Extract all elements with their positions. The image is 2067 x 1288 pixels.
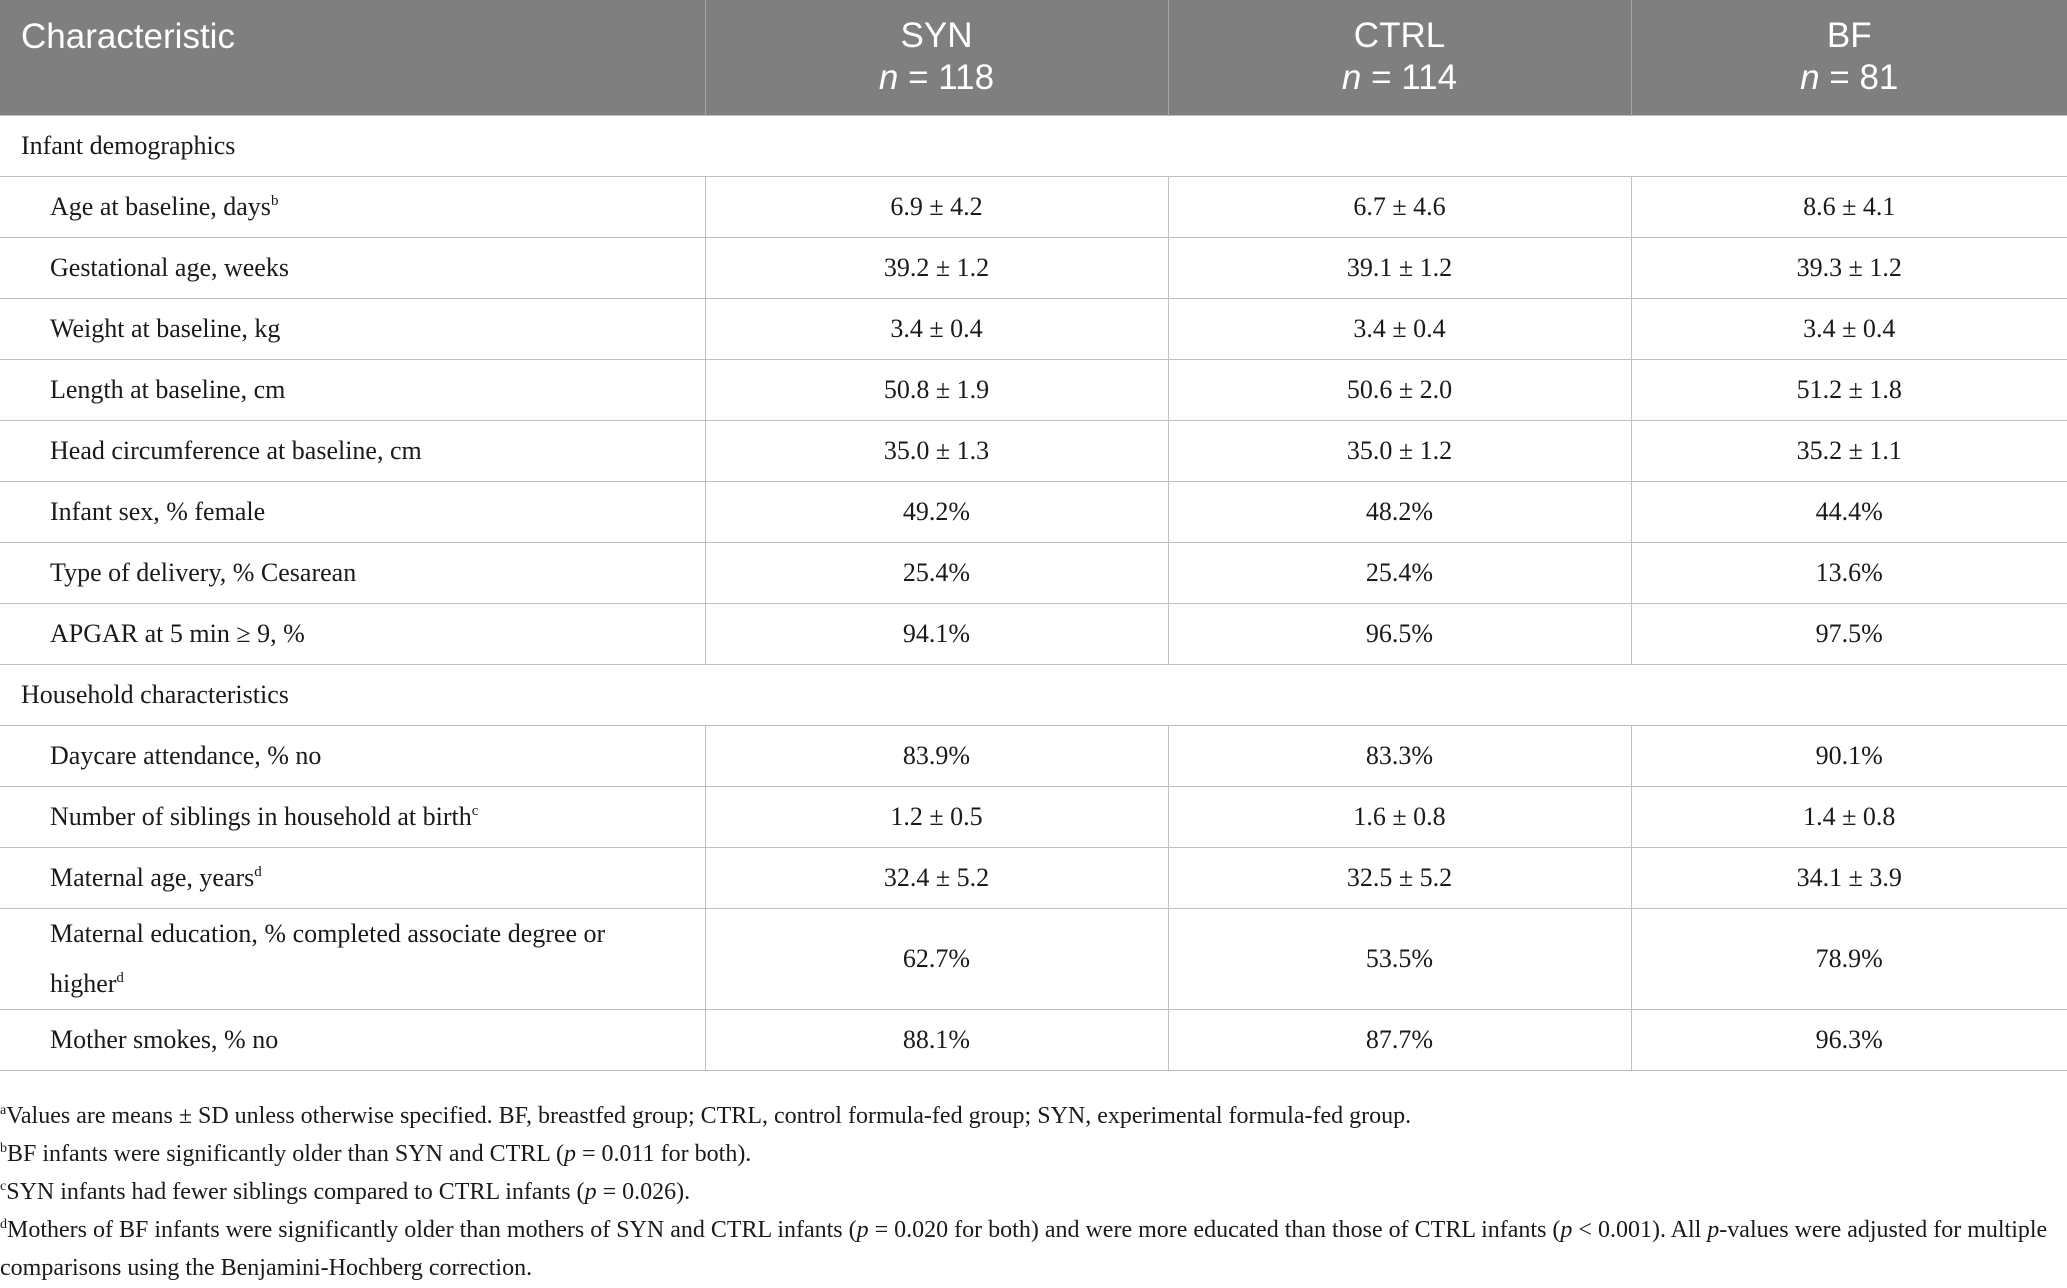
value-bf: 1.4 ± 0.8 — [1631, 786, 2067, 847]
row-label: Gestational age, weeks — [0, 237, 705, 298]
value-syn: 39.2 ± 1.2 — [705, 237, 1168, 298]
group-n — [1169, 57, 1631, 99]
value-ctrl: 87.7% — [1168, 1009, 1631, 1070]
row-label: Maternal education, % completed associate degree or higher$^d$ — [0, 908, 705, 1009]
footnote-mark: b — [270, 192, 279, 209]
value-bf: 39.3 ± 1.2 — [1631, 237, 2067, 298]
group-n-value: = 118 — [908, 58, 995, 98]
value-syn: 49.2% — [705, 481, 1168, 542]
footnote-mark: d — [116, 969, 124, 986]
table-footnotes — [0, 1097, 2050, 1287]
row-label: Length at baseline, cm — [0, 359, 705, 420]
header-group-bf — [1631, 0, 2067, 115]
footnote-c: $^c$SYN infants had fewer siblings compared to CTRL infants (p = 0.026). — [0, 1179, 691, 1205]
group-name: BF — [1826, 16, 1872, 56]
footnote-text: Values are means ± SD unless otherwise specified. BF, breastfed group; CTRL, control formula-fed group; SYN, experimental formula-fed group. — [6, 1103, 1412, 1129]
row-label: Mother smokes, % no — [0, 1009, 705, 1070]
table-row — [0, 786, 2067, 847]
value-syn: 6.9 ± 4.2 — [705, 176, 1168, 237]
group-name: CTRL — [1353, 16, 1446, 56]
table-row — [0, 908, 2067, 1009]
table-row — [0, 847, 2067, 908]
table-row — [0, 1009, 2067, 1070]
group-n-label: n — [1341, 58, 1362, 98]
table-row — [0, 542, 2067, 603]
value-syn: 1.2 ± 0.5 — [705, 786, 1168, 847]
value-ctrl: 6.7 ± 4.6 — [1168, 176, 1631, 237]
footnote-mark: d — [0, 1217, 7, 1232]
value-syn: 62.7% — [705, 908, 1168, 1009]
section-title: Household characteristics — [0, 664, 2067, 725]
value-bf: 34.1 ± 3.9 — [1631, 847, 2067, 908]
value-ctrl: 96.5% — [1168, 603, 1631, 664]
value-bf: 51.2 ± 1.8 — [1631, 359, 2067, 420]
header-group-ctrl — [1168, 0, 1631, 115]
value-bf: 3.4 ± 0.4 — [1631, 298, 2067, 359]
value-syn: 94.1% — [705, 603, 1168, 664]
value-ctrl: 83.3% — [1168, 725, 1631, 786]
value-ctrl: 1.6 ± 0.8 — [1168, 786, 1631, 847]
footnote-mark: d — [254, 863, 262, 880]
footnote-a — [0, 1097, 2050, 1135]
footnote-mark: c — [471, 802, 479, 819]
value-syn: 25.4% — [705, 542, 1168, 603]
value-bf: 13.6% — [1631, 542, 2067, 603]
value-ctrl: 48.2% — [1168, 481, 1631, 542]
value-syn: 3.4 ± 0.4 — [705, 298, 1168, 359]
footnote-mark: c — [0, 1179, 7, 1194]
footnote-mark: a — [0, 1103, 7, 1118]
value-ctrl: 32.5 ± 5.2 — [1168, 847, 1631, 908]
value-bf: 90.1% — [1631, 725, 2067, 786]
section-title: Infant demographics — [0, 115, 2067, 176]
value-ctrl: 39.1 ± 1.2 — [1168, 237, 1631, 298]
value-bf: 35.2 ± 1.1 — [1631, 420, 2067, 481]
table-row — [0, 603, 2067, 664]
value-bf: 8.6 ± 4.1 — [1631, 176, 2067, 237]
row-label: Age at baseline, days$^b$ — [0, 176, 705, 237]
value-ctrl: 53.5% — [1168, 908, 1631, 1009]
row-label: Infant sex, % female — [0, 481, 705, 542]
group-n-value: = 81 — [1829, 58, 1899, 98]
value-syn: 88.1% — [705, 1009, 1168, 1070]
footnote-d: $^d$Mothers of BF infants were significantly older than mothers of SYN and CTRL infants (p = 0.020 for both) and were more educated than those of CTRL infants (p < 0.001). All p-values were adjusted for multiple comparisons using the Benjamini-Hochberg correction. — [0, 1217, 2048, 1281]
header-row — [0, 0, 2067, 115]
row-label: Maternal age, years$^d$ — [0, 847, 705, 908]
value-ctrl: 35.0 ± 1.2 — [1168, 420, 1631, 481]
value-syn: 32.4 ± 5.2 — [705, 847, 1168, 908]
value-ctrl: 25.4% — [1168, 542, 1631, 603]
table-row — [0, 176, 2067, 237]
table-row — [0, 237, 2067, 298]
value-bf: 44.4% — [1631, 481, 2067, 542]
group-n — [706, 57, 1168, 99]
section-row-household — [0, 664, 2067, 725]
header-group-syn — [705, 0, 1168, 115]
group-n-label: n — [1800, 58, 1820, 98]
value-syn: 50.8 ± 1.9 — [705, 359, 1168, 420]
value-bf: 97.5% — [1631, 603, 2067, 664]
value-bf: 78.9% — [1631, 908, 2067, 1009]
value-bf: 96.3% — [1631, 1009, 2067, 1070]
group-name: SYN — [900, 16, 973, 56]
value-syn: 35.0 ± 1.3 — [705, 420, 1168, 481]
footnote-mark: b — [0, 1141, 7, 1156]
row-label: Type of delivery, % Cesarean — [0, 542, 705, 603]
table-row — [0, 481, 2067, 542]
table-row — [0, 420, 2067, 481]
value-syn: 83.9% — [705, 725, 1168, 786]
table-row — [0, 725, 2067, 786]
group-n-value: = 114 — [1371, 58, 1458, 98]
row-label: Weight at baseline, kg — [0, 298, 705, 359]
row-label: Daycare attendance, % no — [0, 725, 705, 786]
row-label: Number of siblings in household at birth$^c$ — [0, 786, 705, 847]
row-label: Head circumference at baseline, cm — [0, 420, 705, 481]
value-ctrl: 3.4 ± 0.4 — [1168, 298, 1631, 359]
section-row-infant — [0, 115, 2067, 176]
header-characteristic: Characteristic — [0, 0, 705, 115]
footnote-b: $^b$BF infants were significantly older than SYN and CTRL (p = 0.011 for both). — [0, 1141, 752, 1167]
group-n — [1632, 57, 2067, 99]
group-n-label: n — [878, 58, 899, 98]
table-row — [0, 298, 2067, 359]
table-row — [0, 359, 2067, 420]
value-ctrl: 50.6 ± 2.0 — [1168, 359, 1631, 420]
row-label: APGAR at 5 min ≥ 9, % — [0, 603, 705, 664]
